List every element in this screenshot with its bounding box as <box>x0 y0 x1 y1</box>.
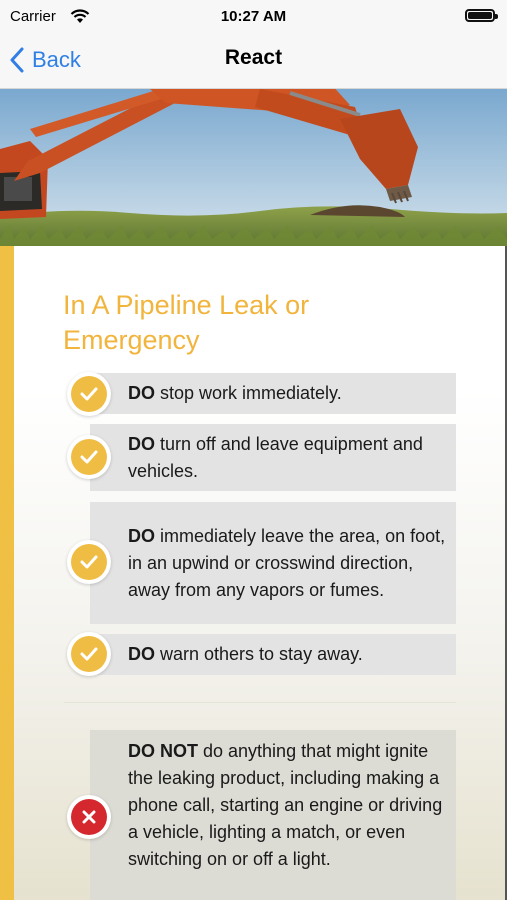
item-text <box>128 641 363 668</box>
item-text <box>128 431 446 485</box>
item-prefix: DO <box>128 644 155 664</box>
check-icon <box>67 372 111 416</box>
item-prefix: DO NOT <box>128 741 198 761</box>
item-body: stop work immediately. <box>155 383 342 403</box>
item-text <box>128 523 446 604</box>
item-prefix: DO <box>128 383 155 403</box>
item-prefix: DO <box>128 525 155 546</box>
list-item <box>90 373 456 414</box>
item-body: warn others to stay away. <box>155 644 363 664</box>
list-item <box>90 730 456 900</box>
item-body: turn off and leave equipment and vehicles. <box>128 433 423 481</box>
list-item <box>90 502 456 624</box>
status-bar <box>0 0 507 34</box>
hero-image <box>0 89 507 246</box>
content-area <box>0 246 507 900</box>
check-icon <box>67 435 111 479</box>
battery-icon <box>465 9 495 22</box>
list-item <box>90 424 456 491</box>
item-text <box>128 738 446 873</box>
accent-bar <box>0 246 14 900</box>
check-icon <box>67 632 111 676</box>
close-icon <box>67 795 111 839</box>
item-prefix: DO <box>128 433 155 454</box>
section-heading: In A Pipeline Leak or Emergency <box>63 290 310 355</box>
item-body: immediately leave the area, on foot, in an upwind or crosswind direction, away from any vapors or fumes. <box>128 525 446 600</box>
carrier-label: Carrier <box>10 8 56 25</box>
page-title: React <box>224 46 283 69</box>
navigation-bar <box>0 34 507 89</box>
list-item <box>90 634 456 675</box>
excavator-illustration <box>0 89 507 246</box>
check-icon <box>67 540 111 584</box>
back-label: Back <box>32 47 81 72</box>
section-divider <box>64 702 456 703</box>
clock: 10:27 AM <box>220 8 287 25</box>
item-text <box>128 380 342 407</box>
item-body: do anything that might ignite the leaking product, including making a phone call, starting an engine or driving a vehicle, lighting a match, or even switching on or off a light. <box>128 741 443 869</box>
